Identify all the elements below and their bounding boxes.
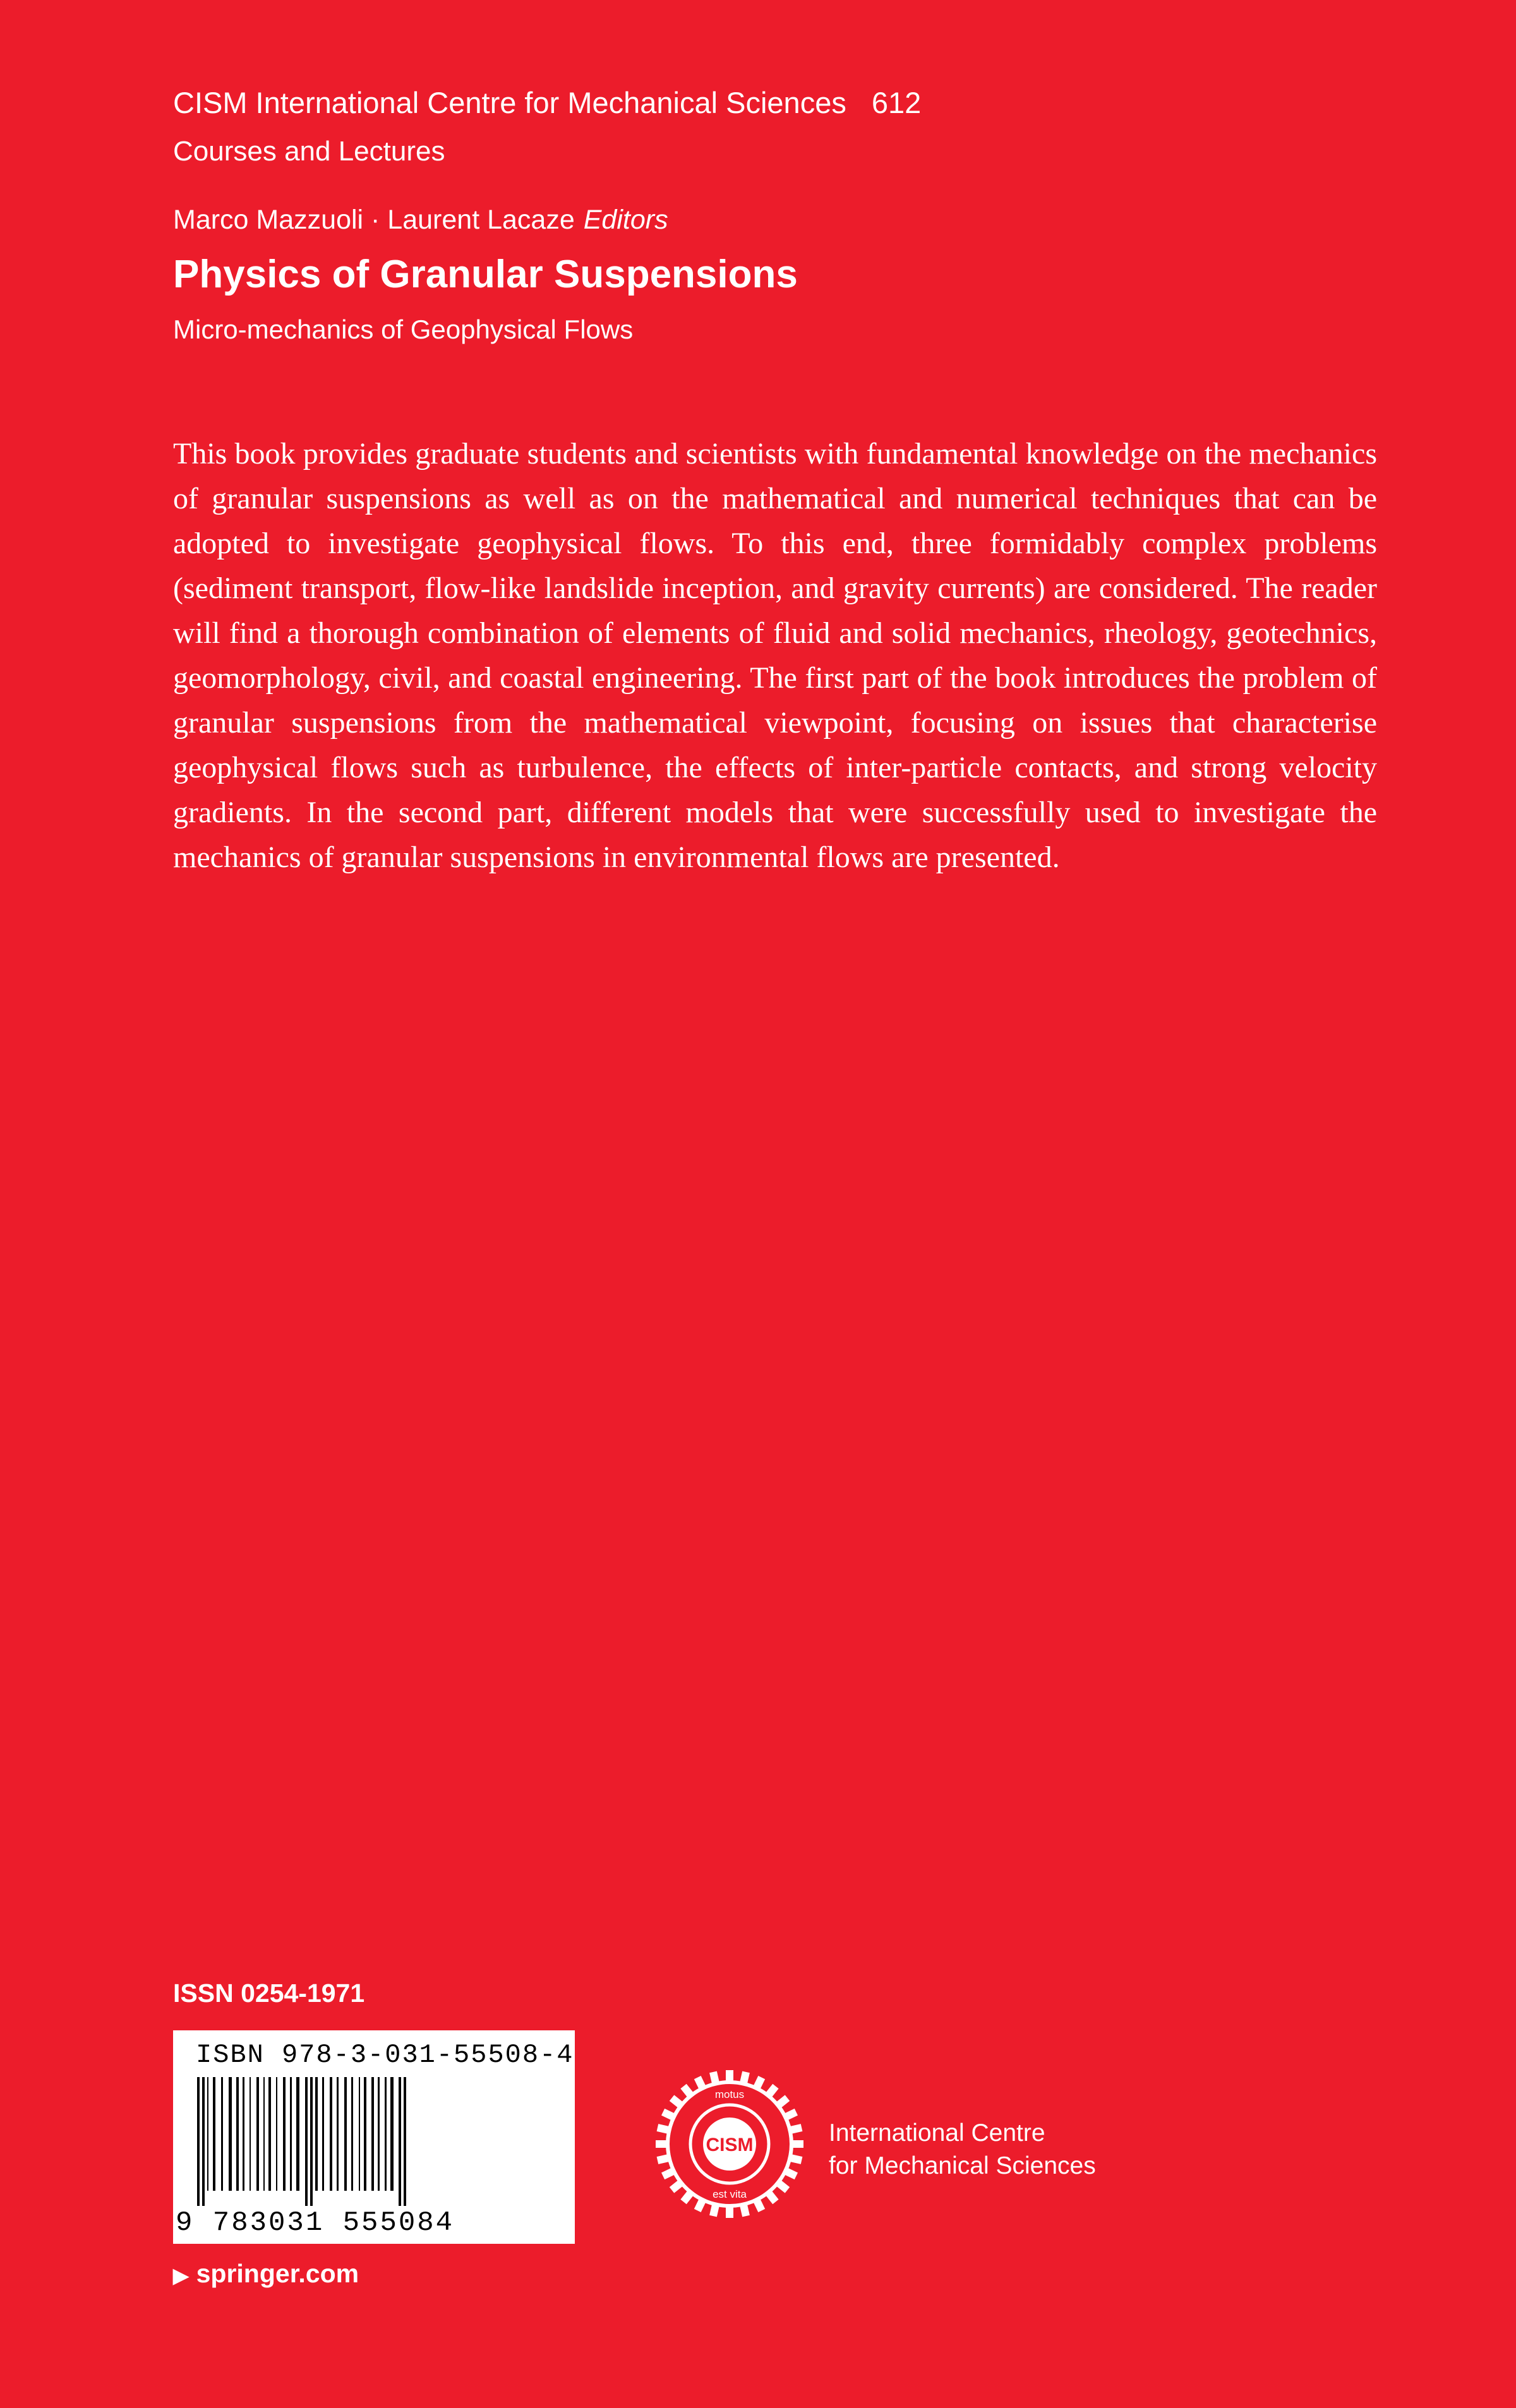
barcode-bar [322, 2077, 324, 2191]
barcode-bar [385, 2077, 387, 2191]
barcode-bar [296, 2077, 299, 2191]
barcode-bar [263, 2077, 265, 2191]
arrow-right-icon: ▶ [173, 2264, 189, 2287]
series-volume-number: 612 [871, 86, 922, 119]
barcode-bar [213, 2077, 215, 2191]
barcode-bar [290, 2077, 292, 2191]
editors-role: Editors [583, 205, 668, 235]
barcode-bar [330, 2077, 332, 2191]
barcode-bars [192, 2077, 558, 2206]
barcode-bar [399, 2077, 401, 2206]
logo-org-line-1: International Centre [829, 2119, 1045, 2147]
series-subtitle: Courses and Lectures [173, 136, 445, 167]
barcode-bar [359, 2077, 360, 2191]
series-name: CISM International Centre for Mechanical Sciences [173, 86, 846, 119]
barcode-bar [250, 2077, 251, 2191]
ean-digits: 9 783031 555084 [176, 2207, 455, 2239]
logo-ring-top-text: motus [714, 2088, 745, 2100]
barcode-bar [378, 2077, 380, 2191]
isbn-text: ISBN 978-3-031-55508-4 [196, 2040, 574, 2070]
barcode-bar [256, 2077, 259, 2191]
barcode-bar [229, 2077, 232, 2191]
barcode-bar [276, 2077, 277, 2191]
barcode-bar [236, 2077, 239, 2191]
logo-badge-text: CISM [706, 2135, 754, 2155]
barcode-bar [310, 2077, 313, 2206]
barcode-bar [404, 2077, 406, 2206]
barcode-bar [243, 2077, 244, 2191]
barcode-bar [315, 2077, 318, 2191]
barcode-bar [351, 2077, 353, 2191]
logo-org-line-2: for Mechanical Sciences [829, 2152, 1096, 2179]
publisher-url: springer.com [196, 2259, 359, 2288]
series-header [173, 82, 921, 124]
logo-organization [829, 2117, 1096, 2183]
barcode-bar [283, 2077, 286, 2191]
book-title: Physics of Granular Suspensions [173, 253, 798, 296]
barcode-bar [390, 2077, 394, 2191]
isbn-barcode [173, 2030, 575, 2244]
book-subtitle: Micro-mechanics of Geophysical Flows [173, 314, 634, 344]
editors-line [173, 201, 668, 239]
barcode-bar [344, 2077, 347, 2191]
barcode-bar [364, 2077, 366, 2191]
barcode-bar [221, 2077, 223, 2191]
barcode-bar [207, 2077, 208, 2191]
barcode-bar [305, 2077, 308, 2206]
barcode-bar [268, 2077, 271, 2191]
cism-logo [651, 2065, 809, 2223]
book-description: This book provides graduate students and scientists with fundamental knowledge on the mechanics of granular suspensions as well as on the mathematical and numerical techniques that can be adopted to investigate geophysical flows. To this end, three formidably complex problems (sediment transport, flow-like landslide inception, and gravity currents) are considered. The reader will find a thorough combination of elements of fluid and solid mechanics, rheology, geotechnics, geomorphology, civil, and coastal engineering. The first part of the book introduces the problem of granular suspensions from the mathematical viewpoint, focusing on issues that characterise geophysical flows such as turbulence, the effects of inter-particle contacts, and strong velocity gradients. In the second part, different models that were successfully used to investigate the mechanics of granular suspensions in environmental flows are presented. [173, 437, 1377, 874]
issn-label: ISSN 0254-1971 [173, 1979, 365, 2008]
barcode-bar [202, 2077, 205, 2206]
logo-ring-bottom-text: est vita [713, 2188, 747, 2200]
barcode-bar [197, 2077, 200, 2206]
barcode-bar [337, 2077, 339, 2191]
barcode-bar [371, 2077, 374, 2191]
editor-names: Marco Mazzuoli · Laurent Lacaze [173, 205, 575, 235]
publisher-link[interactable] [173, 2256, 359, 2293]
